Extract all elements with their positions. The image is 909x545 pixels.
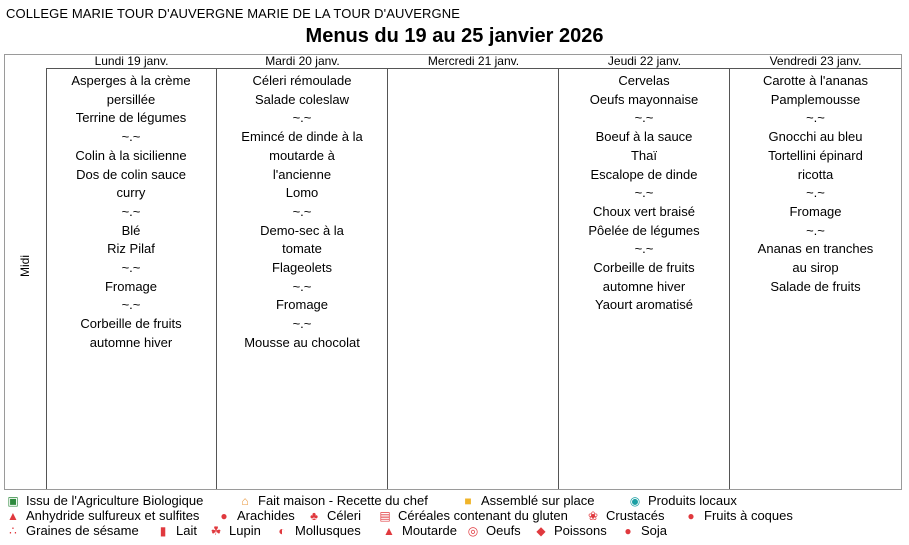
- peanut-icon: ●: [220, 509, 228, 523]
- legend-label: Lupin: [229, 523, 261, 538]
- menu-item: Demo-sec à la: [260, 222, 344, 238]
- menu-item: Flageolets: [272, 260, 332, 276]
- menu-item: moutarde à: [269, 147, 335, 163]
- legend-label: Poissons: [554, 523, 607, 538]
- menu-item: Corbeille de fruits: [593, 260, 695, 276]
- day-header: Lundi 19 janv.: [46, 55, 217, 69]
- menu-item: Ananas en tranches: [757, 241, 874, 257]
- menu-grid: [4, 54, 902, 490]
- legend-item: [628, 493, 737, 509]
- course-separator: ~.~: [634, 241, 654, 257]
- menu-item: Boeuf à la sauce: [595, 129, 693, 145]
- menu-item: Salade coleslaw: [255, 91, 349, 107]
- legend-label: Produits locaux: [648, 493, 737, 508]
- legend-item: [209, 523, 261, 539]
- assembled-icon: ■: [464, 494, 472, 508]
- menu-item: Choux vert braisé: [593, 203, 695, 219]
- day-column: [730, 55, 901, 489]
- menu-item: persillée: [106, 91, 156, 107]
- menu-item: l'ancienne: [272, 166, 332, 182]
- legend-item: [275, 523, 361, 539]
- fish-icon: ◆: [536, 524, 546, 538]
- legend-item: [217, 508, 295, 524]
- menu-item: Cervelas: [618, 73, 670, 88]
- location-pin-icon: ◉: [629, 494, 641, 508]
- menu-item: Blé: [121, 222, 141, 238]
- day-column: [388, 55, 559, 489]
- legend-item: [466, 523, 521, 539]
- course-separator: ~.~: [634, 110, 654, 126]
- menu-item: Lomo: [285, 185, 319, 201]
- menu-item: Fromage: [275, 297, 329, 313]
- day-menu: [217, 69, 388, 489]
- menu-item: Pôelée de légumes: [588, 222, 700, 238]
- menu-item: Riz Pilaf: [107, 241, 155, 257]
- day-header: Jeudi 22 janv.: [559, 55, 730, 69]
- gluten-icon: ▤: [379, 509, 391, 523]
- mustard-icon: ▲: [383, 524, 395, 538]
- menu-item: Thaï: [630, 147, 657, 163]
- day-menu: [388, 69, 559, 489]
- crustacean-icon: ❀: [587, 509, 599, 523]
- legend: [6, 493, 906, 538]
- menu-item: Yaourt aromatisé: [594, 297, 694, 313]
- day-column: [217, 55, 388, 489]
- course-separator: ~.~: [806, 110, 825, 126]
- menu-item: Fromage: [104, 278, 158, 294]
- legend-item: [461, 493, 594, 509]
- legend-item: [534, 523, 607, 539]
- sulfites-icon: ▲: [7, 509, 19, 523]
- course-separator: ~.~: [121, 260, 141, 276]
- legend-row: [6, 508, 906, 523]
- menu-item: Salade de fruits: [770, 278, 861, 294]
- mollusc-icon: ◐: [278, 524, 286, 538]
- menu-item: Corbeille de fruits: [80, 316, 182, 332]
- menu-item: Oeufs mayonnaise: [589, 91, 699, 107]
- legend-label: Graines de sésame: [26, 523, 139, 538]
- course-separator: ~.~: [121, 203, 141, 219]
- day-header: Vendredi 23 janv.: [730, 55, 901, 69]
- legend-item: [307, 508, 361, 524]
- legend-item: [684, 508, 793, 524]
- soy-icon: ●: [624, 524, 632, 538]
- menu-item: Fromage: [789, 203, 842, 219]
- menu-item: Dos de colin sauce: [76, 166, 186, 182]
- menu-item: Terrine de légumes: [75, 110, 187, 126]
- menu-item: Céleri rémoulade: [252, 73, 352, 88]
- lupin-icon: ☘: [210, 524, 222, 538]
- school-name: COLLEGE MARIE TOUR D'AUVERGNE MARIE DE LA TOUR D'AUVERGNE: [6, 6, 460, 21]
- menu-item: Carotte à l'ananas: [762, 73, 869, 88]
- menu-item: au sirop: [792, 260, 839, 276]
- menu-item: Mousse au chocolat: [244, 334, 360, 350]
- course-separator: ~.~: [806, 222, 825, 238]
- legend-item: [378, 508, 568, 524]
- legend-label: Céleri: [327, 508, 361, 523]
- legend-label: Lait: [176, 523, 197, 538]
- legend-label: Oeufs: [486, 523, 521, 538]
- house-icon: ⌂: [241, 494, 249, 508]
- egg-icon: ◎: [467, 524, 479, 538]
- course-separator: ~.~: [634, 185, 654, 201]
- course-separator: ~.~: [292, 316, 312, 332]
- legend-label: Soja: [641, 523, 668, 538]
- menu-item: automne hiver: [602, 278, 686, 294]
- course-separator: ~.~: [121, 297, 141, 313]
- day-header: Mardi 20 janv.: [217, 55, 388, 69]
- legend-item: [6, 493, 203, 509]
- legend-label: Issu de l'Agriculture Biologique: [26, 493, 204, 508]
- legend-item: [156, 523, 197, 539]
- menu-item: Tortellini épinard: [768, 147, 863, 163]
- legend-item: [621, 523, 667, 539]
- menu-item: automne hiver: [89, 334, 173, 350]
- meal-label: Midi: [18, 255, 32, 278]
- legend-item: [6, 508, 199, 524]
- legend-row: [6, 493, 906, 508]
- legend-label: Arachides: [237, 508, 295, 523]
- legend-label: Fruits à coques: [704, 508, 793, 523]
- menu-item: curry: [116, 185, 146, 201]
- day-header: Mercredi 21 janv.: [388, 55, 559, 69]
- course-separator: ~.~: [292, 278, 312, 294]
- menu-item: tomate: [282, 241, 322, 257]
- menu-item: Asperges à la crème: [71, 73, 191, 88]
- day-column: [46, 55, 217, 489]
- legend-item: [238, 493, 428, 509]
- menu-item: Colin à la sicilienne: [75, 147, 187, 163]
- day-menu: [730, 69, 901, 489]
- legend-label: Moutarde: [402, 523, 457, 538]
- sesame-icon: ∴: [9, 524, 17, 538]
- course-separator: ~.~: [806, 185, 825, 201]
- legend-label: Crustacés: [606, 508, 665, 523]
- legend-label: Céréales contenant du gluten: [398, 508, 568, 523]
- legend-item: [382, 523, 457, 539]
- meal-label-column: [5, 68, 47, 489]
- menu-item: Emincé de dinde à la: [241, 129, 363, 145]
- day-menu: [559, 69, 730, 489]
- legend-item: [6, 523, 139, 539]
- course-separator: ~.~: [292, 110, 312, 126]
- menu-item: Gnocchi au bleu: [768, 129, 863, 145]
- legend-label: Assemblé sur place: [481, 493, 595, 508]
- legend-label: Mollusques: [295, 523, 361, 538]
- bio-icon: ▣: [7, 494, 19, 508]
- nuts-icon: ●: [687, 509, 695, 523]
- legend-label: Anhydride sulfureux et sulfites: [26, 508, 200, 523]
- milk-icon: ▮: [159, 524, 167, 538]
- course-separator: ~.~: [121, 129, 141, 145]
- course-separator: ~.~: [292, 203, 312, 219]
- page-title: Menus du 19 au 25 janvier 2026: [305, 25, 604, 47]
- legend-row: [6, 523, 906, 538]
- day-column: [559, 55, 730, 489]
- menu-item: Escalope de dinde: [590, 166, 698, 182]
- legend-item: [586, 508, 665, 524]
- menu-item: ricotta: [797, 166, 834, 182]
- day-menu: [46, 69, 217, 489]
- menu-item: Pamplemousse: [770, 91, 861, 107]
- legend-label: Fait maison - Recette du chef: [258, 493, 428, 508]
- celery-icon: ♣: [310, 509, 318, 523]
